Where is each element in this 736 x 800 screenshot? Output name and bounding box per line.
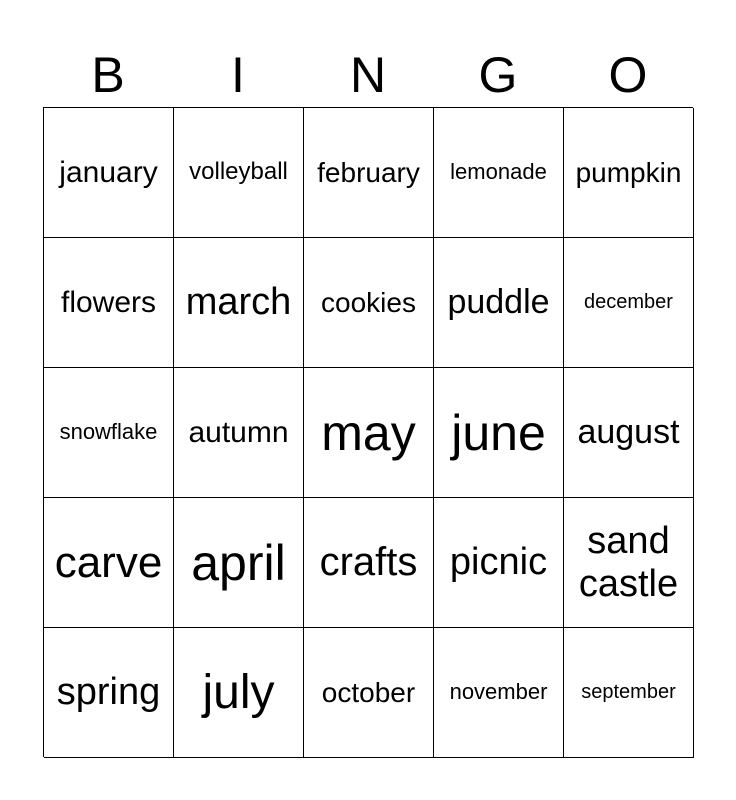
cell-word: april bbox=[191, 534, 286, 591]
bingo-cell-r2-c5[interactable] bbox=[564, 238, 694, 368]
cell-word: spring bbox=[56, 671, 161, 714]
cell-word: crafts bbox=[319, 540, 418, 585]
bingo-cell-r2-c3[interactable] bbox=[304, 238, 434, 368]
header-letter-i: I bbox=[231, 47, 245, 103]
cell-word: cookies bbox=[321, 286, 416, 318]
bingo-board bbox=[43, 107, 693, 757]
bingo-cell-r5-c2[interactable] bbox=[174, 628, 304, 758]
cell-word: flowers bbox=[60, 285, 157, 319]
cell-word: september bbox=[581, 681, 676, 704]
cell-word: carve bbox=[54, 537, 163, 587]
bingo-cell-r1-c4[interactable] bbox=[434, 108, 564, 238]
bingo-cell-r1-c1[interactable] bbox=[44, 108, 174, 238]
bingo-cell-r1-c3[interactable] bbox=[304, 108, 434, 238]
cell-word: august bbox=[577, 413, 680, 452]
bingo-cell-r4-c1[interactable] bbox=[44, 498, 174, 628]
bingo-cell-r3-c3[interactable] bbox=[304, 368, 434, 498]
cell-word: autumn bbox=[188, 415, 289, 449]
header-letter-g: G bbox=[478, 47, 518, 103]
bingo-cell-r5-c1[interactable] bbox=[44, 628, 174, 758]
cell-word: january bbox=[59, 155, 158, 189]
bingo-cell-r1-c5[interactable] bbox=[564, 108, 694, 238]
bingo-cell-r5-c4[interactable] bbox=[434, 628, 564, 758]
cell-word: february bbox=[317, 156, 420, 188]
header-letter-b: B bbox=[91, 47, 125, 103]
header-letter-n: N bbox=[349, 47, 387, 103]
cell-word: november bbox=[449, 679, 548, 705]
bingo-cell-r3-c5[interactable] bbox=[564, 368, 694, 498]
cell-word: picnic bbox=[449, 541, 548, 584]
cell-word: snowflake bbox=[59, 419, 158, 445]
bingo-cell-r2-c2[interactable] bbox=[174, 238, 304, 368]
cell-word: march bbox=[185, 281, 292, 324]
bingo-cell-r2-c4[interactable] bbox=[434, 238, 564, 368]
header-letter-o: O bbox=[608, 47, 648, 103]
bingo-cell-r5-c5[interactable] bbox=[564, 628, 694, 758]
cell-word: pumpkin bbox=[575, 156, 682, 188]
bingo-cell-r4-c4[interactable] bbox=[434, 498, 564, 628]
bingo-cell-r3-c1[interactable] bbox=[44, 368, 174, 498]
cell-word: october bbox=[321, 676, 416, 708]
cell-word: sand castle bbox=[578, 519, 679, 605]
bingo-cell-r4-c5[interactable] bbox=[564, 498, 694, 628]
bingo-cell-r2-c1[interactable] bbox=[44, 238, 174, 368]
cell-word: may bbox=[321, 404, 416, 461]
bingo-cell-r5-c3[interactable] bbox=[304, 628, 434, 758]
bingo-header bbox=[43, 44, 693, 106]
cell-word: lemonade bbox=[450, 159, 547, 185]
cell-word: puddle bbox=[447, 283, 550, 322]
bingo-cell-r4-c3[interactable] bbox=[304, 498, 434, 628]
cell-word: december bbox=[584, 291, 673, 314]
cell-word: june bbox=[451, 404, 546, 461]
cell-word: volleyball bbox=[189, 158, 288, 186]
bingo-cell-r1-c2[interactable] bbox=[174, 108, 304, 238]
bingo-cell-r3-c4[interactable] bbox=[434, 368, 564, 498]
bingo-cell-r3-c2[interactable] bbox=[174, 368, 304, 498]
bingo-cell-r4-c2[interactable] bbox=[174, 498, 304, 628]
cell-word: july bbox=[202, 665, 275, 719]
